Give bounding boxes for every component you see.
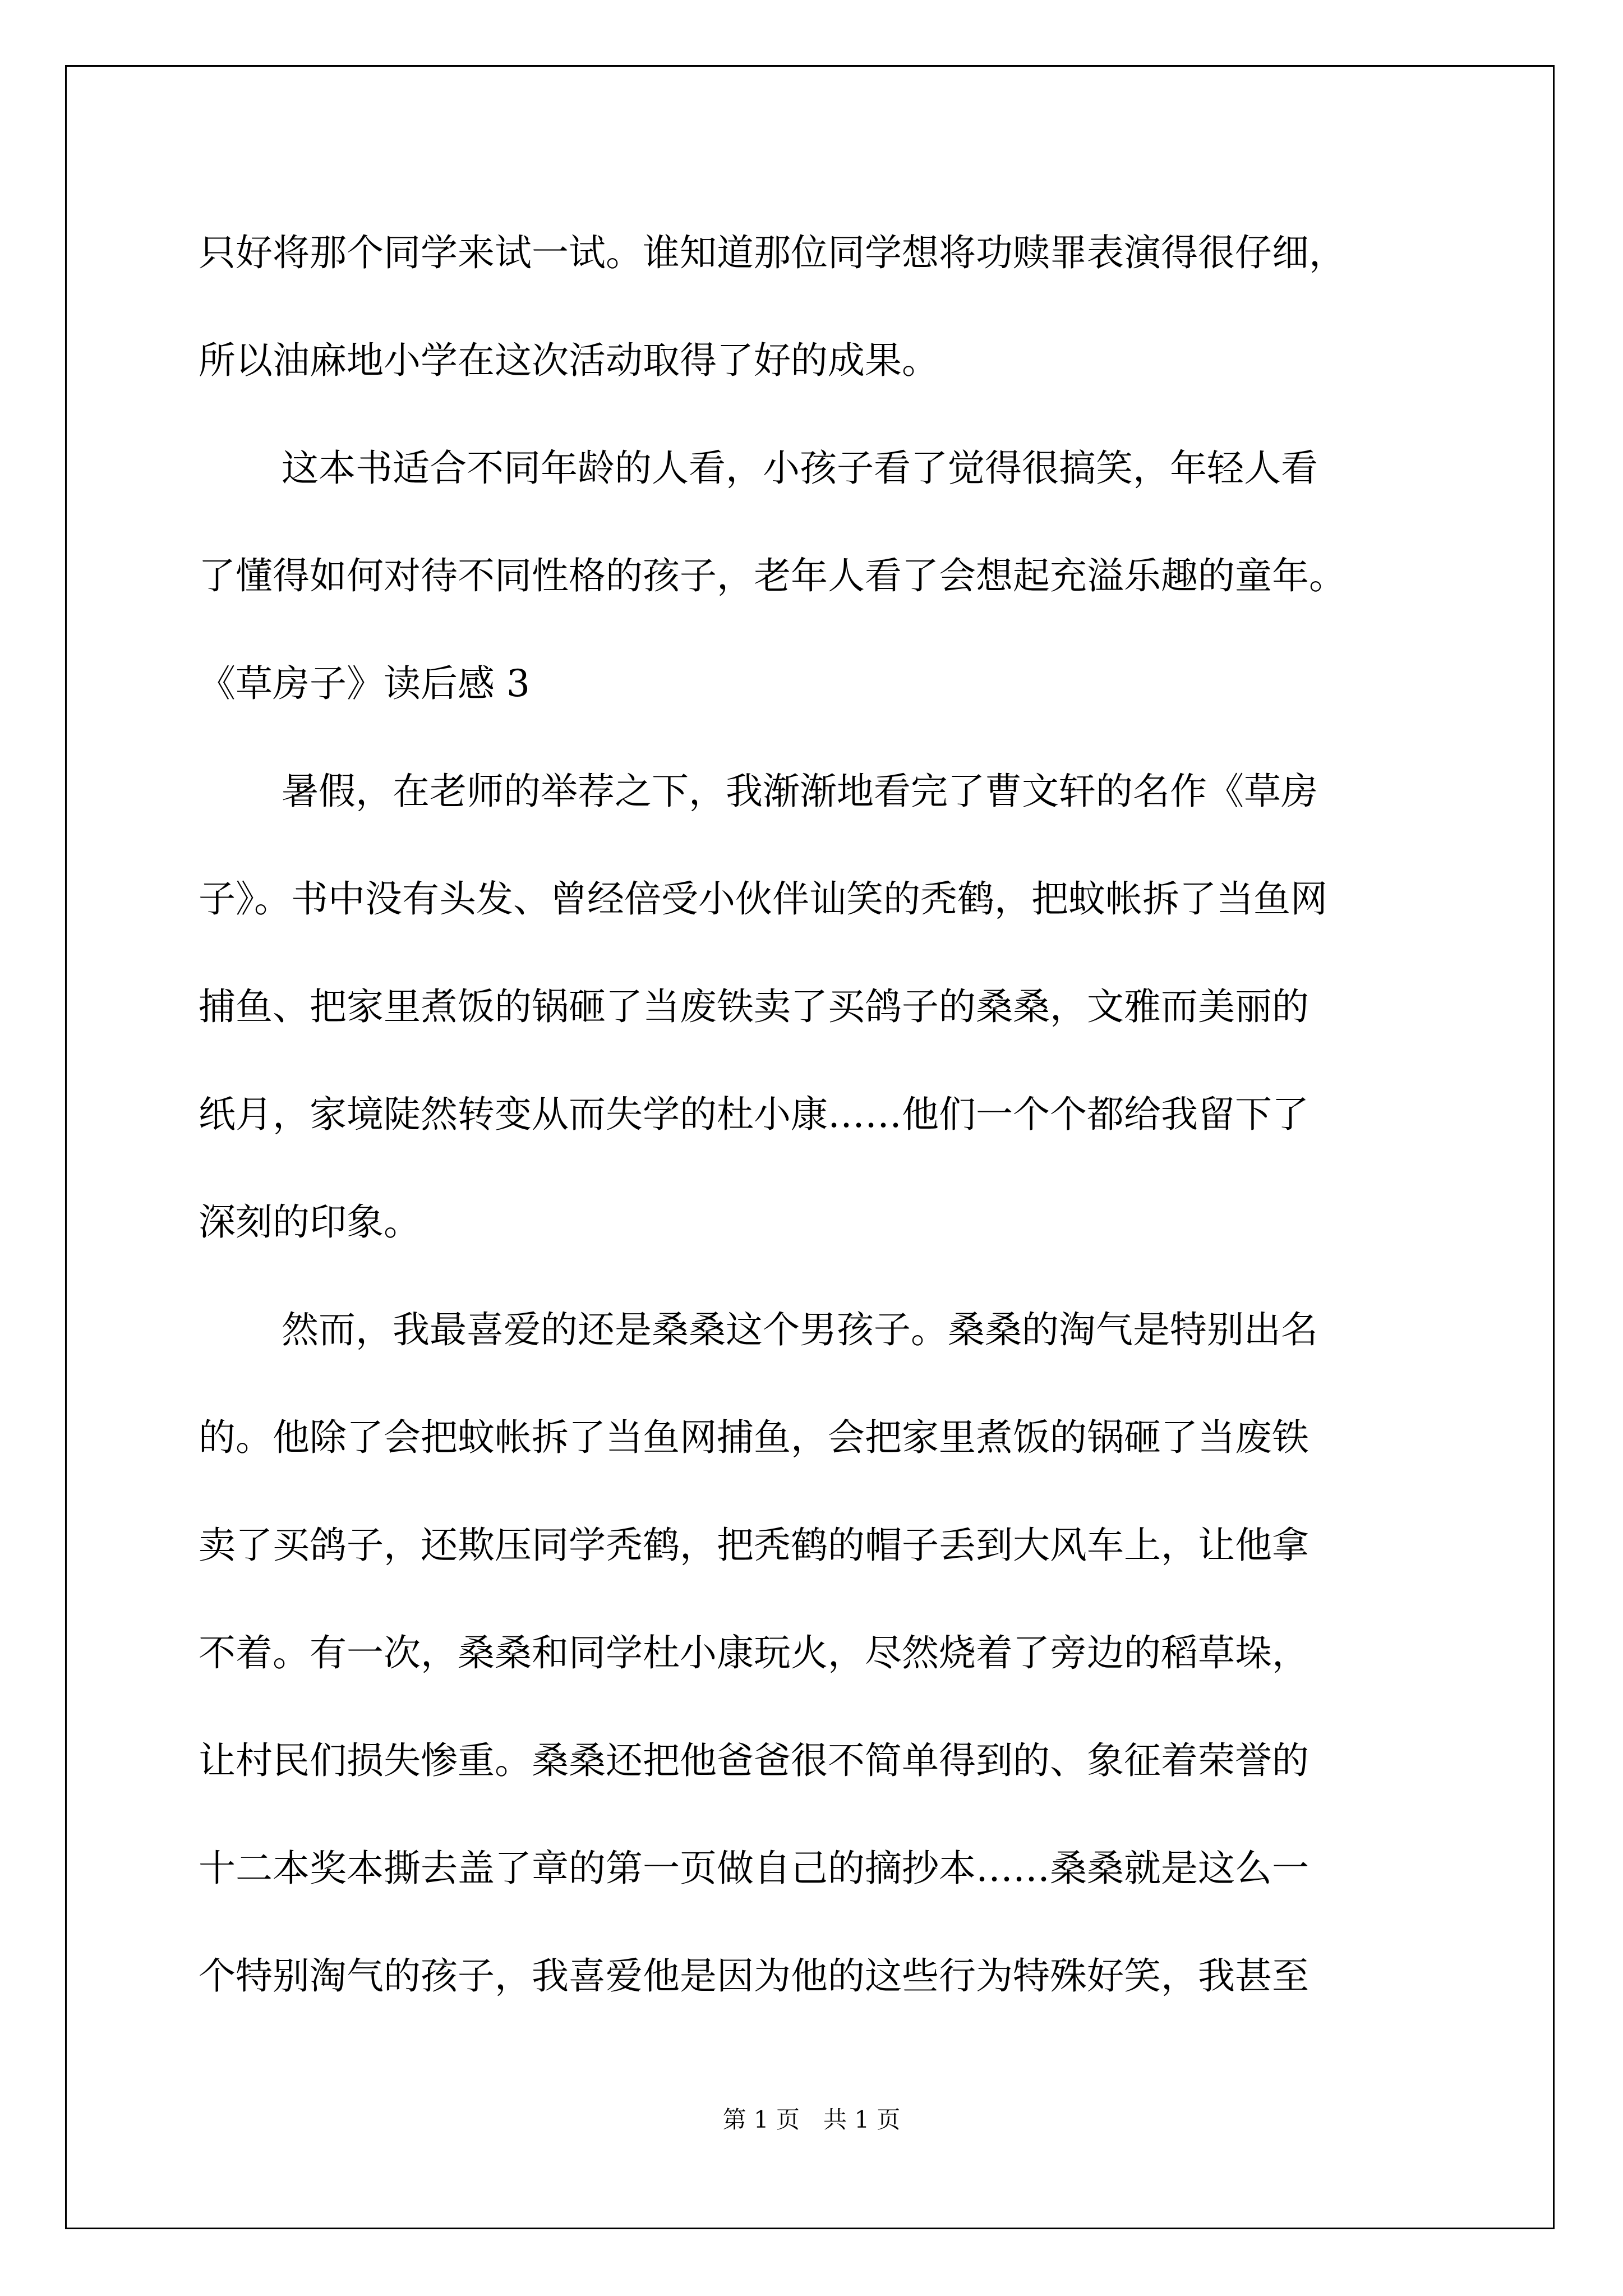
body-line: 子》。书中没有头发、曾经倍受小伙伴讪笑的秃鹤，把蚊帐拆了当鱼网: [199, 877, 1327, 921]
section-heading: 《草房子》读后感 3: [199, 662, 530, 705]
body-line: 让村民们损失惨重。桑桑还把他爸爸很不简单得到的、象征着荣誉的: [199, 1739, 1309, 1782]
body-line: 十二本奖本撕去盖了章的第一页做自己的摘抄本……桑桑就是这么一: [199, 1847, 1309, 1890]
body-line: 捕鱼、把家里煮饭的锅砸了当废铁卖了买鸽子的桑桑，文雅而美丽的: [199, 985, 1309, 1028]
body-line: 纸月，家境陡然转变从而失学的杜小康……他们一个个都给我留下了: [199, 1093, 1309, 1136]
page-border: [65, 65, 1555, 2229]
body-line: 了懂得如何对待不同性格的孩子，老年人看了会想起充溢乐趣的童年。: [199, 554, 1346, 597]
body-line: 不着。有一次，桑桑和同学杜小康玩火，尽然烧着了旁边的稻草垛，: [199, 1631, 1309, 1674]
body-line: 深刻的印象。: [199, 1200, 421, 1244]
page-number-footer: 第 1 页 共 1 页: [722, 2106, 901, 2133]
paragraph-start-line: 这本书适合不同年龄的人看，小孩子看了觉得很搞笑，年轻人看: [282, 447, 1318, 490]
paragraph-start-line: 暑假，在老师的举荐之下，我渐渐地看完了曹文轩的名作《草房: [282, 770, 1318, 813]
body-line: 只好将那个同学来试一试。谁知道那位同学想将功赎罪表演得很仔细，: [199, 231, 1346, 274]
body-line: 个特别淘气的孩子，我喜爱他是因为他的这些行为特殊好笑，我甚至: [199, 1954, 1309, 1998]
body-line: 所以油麻地小学在这次活动取得了好的成果。: [199, 339, 939, 382]
body-line: 卖了买鸽子，还欺压同学秃鹤，把秃鹤的帽子丢到大风车上，让他拿: [199, 1524, 1309, 1567]
body-line: 的。他除了会把蚊帐拆了当鱼网捕鱼，会把家里煮饭的锅砸了当废铁: [199, 1416, 1309, 1459]
paragraph-start-line: 然而，我最喜爱的还是桑桑这个男孩子。桑桑的淘气是特别出名: [282, 1308, 1318, 1351]
